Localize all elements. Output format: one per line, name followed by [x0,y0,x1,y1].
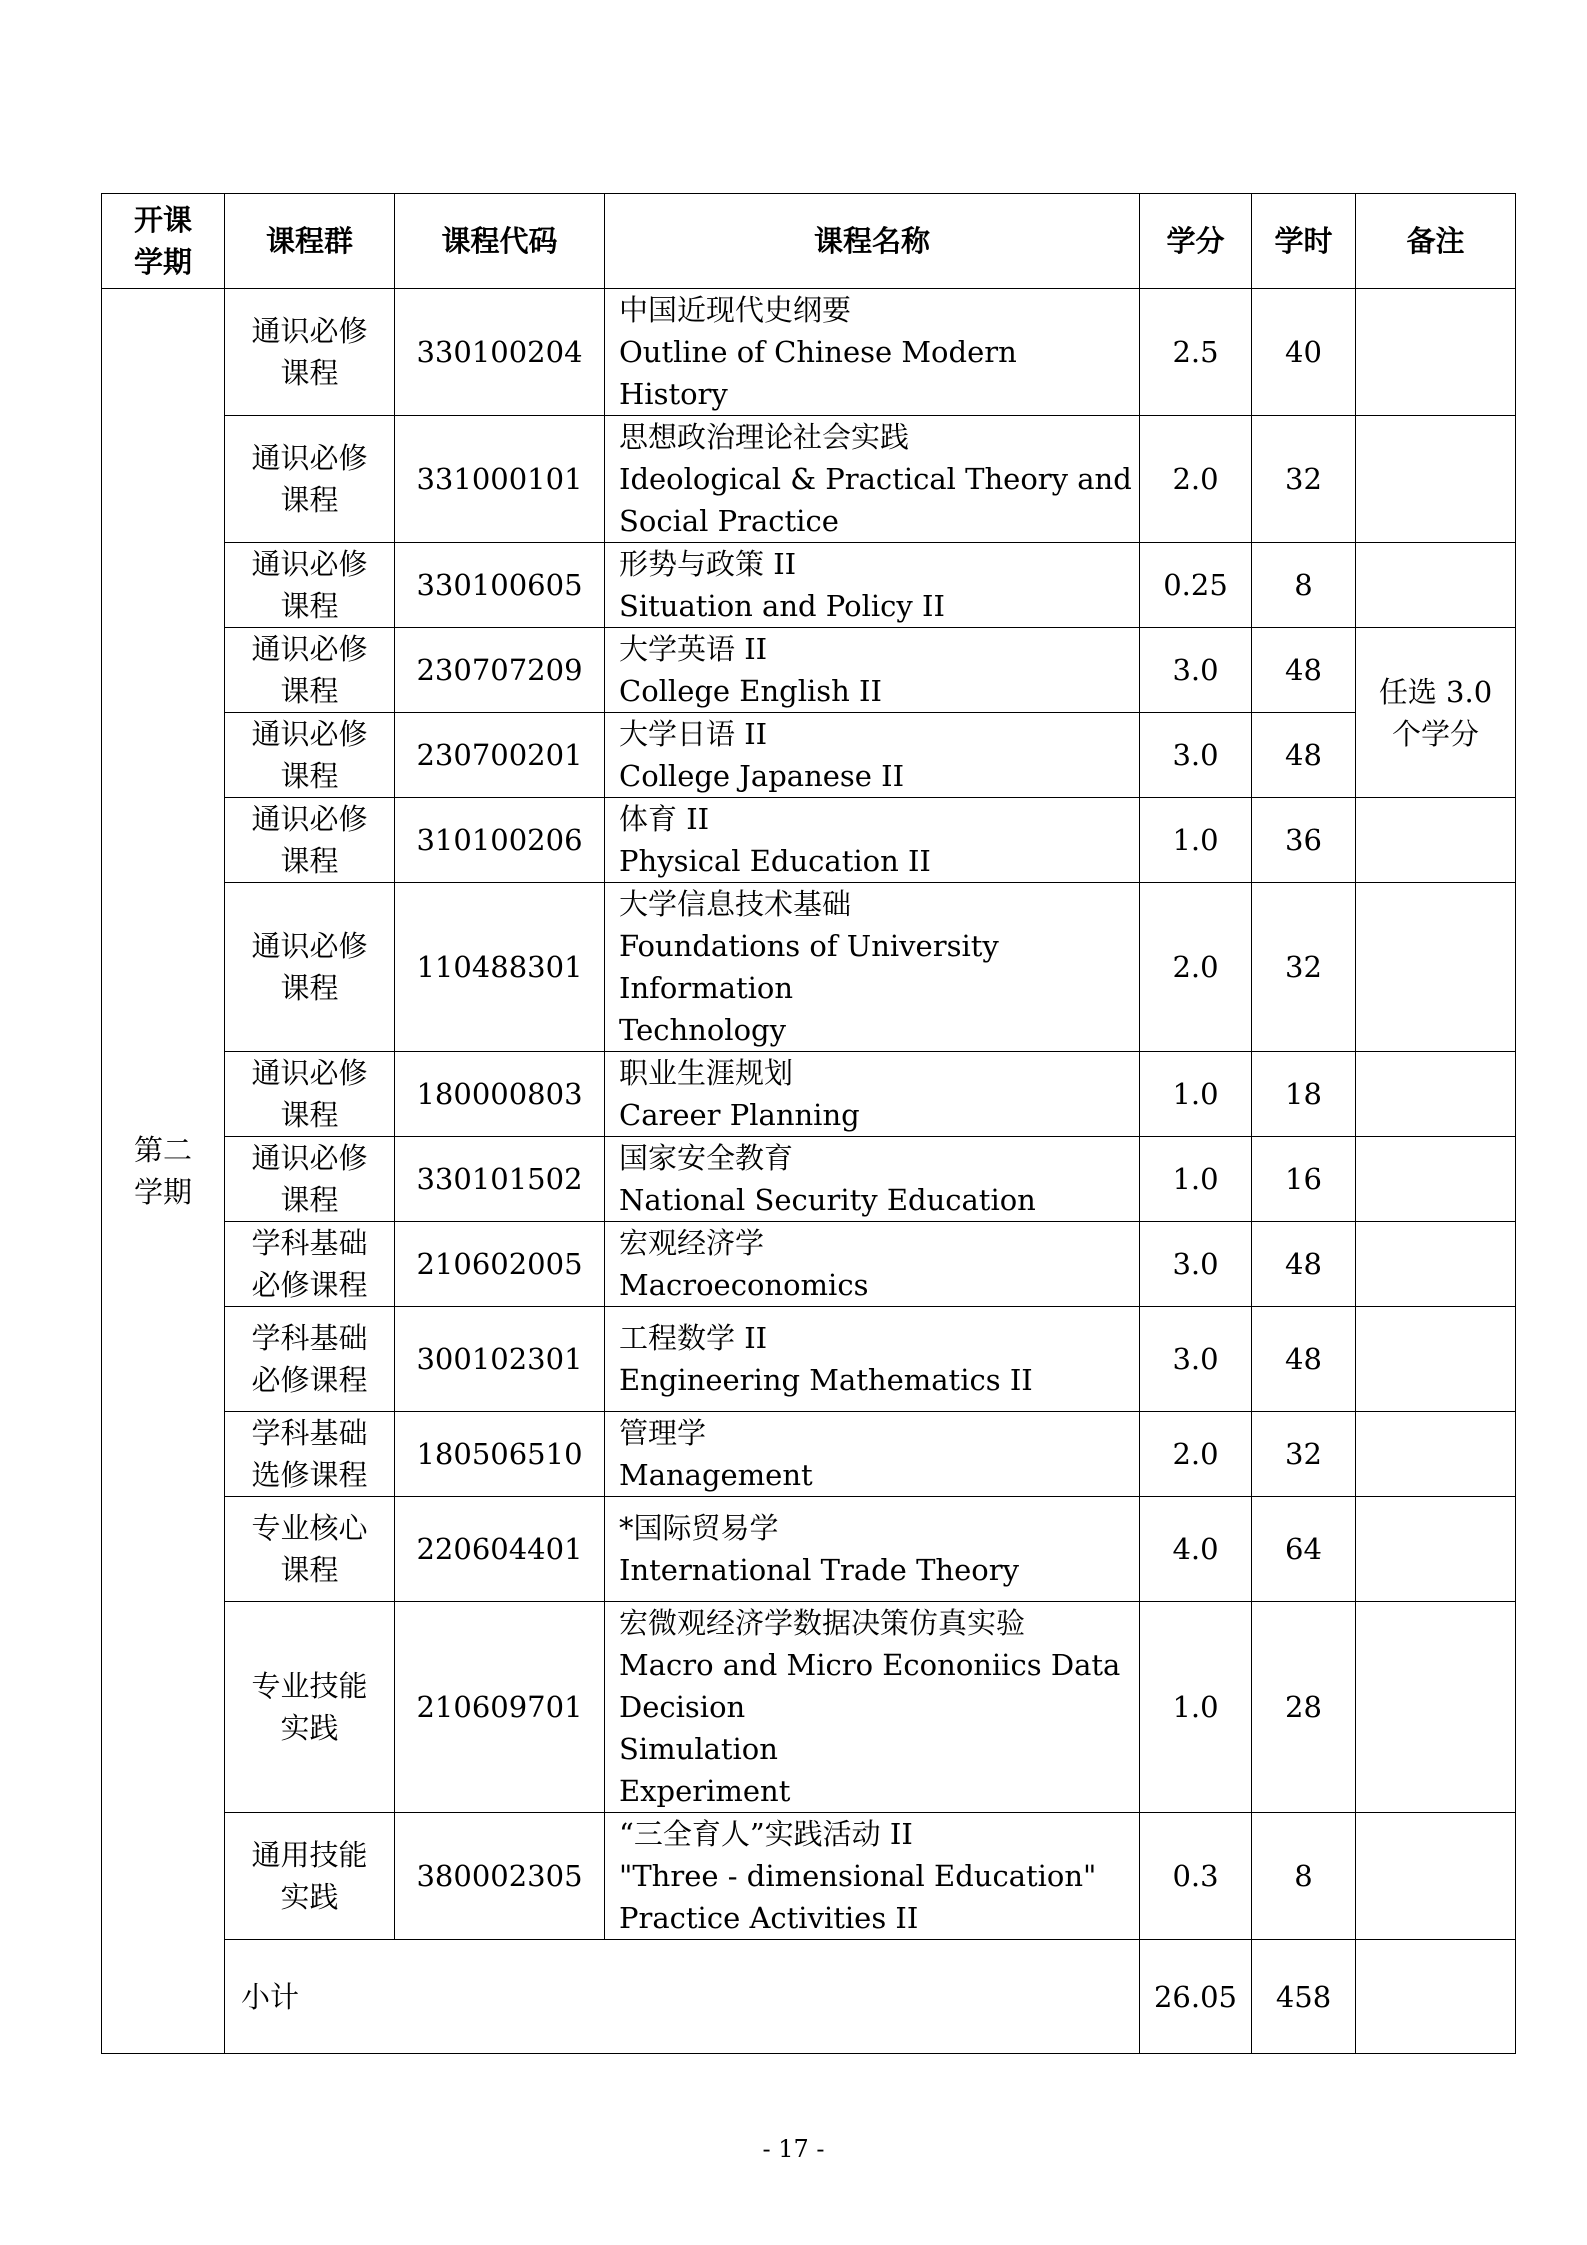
remark-cell [1356,1307,1516,1412]
course-credits: 2.0 [1140,883,1252,1052]
table-row [102,1412,1516,1497]
course-code: 230707209 [395,628,605,713]
course-name: 体育 II Physical Education II [605,798,1140,883]
course-group: 专业技能 实践 [225,1602,395,1813]
remark-cell [1356,289,1516,416]
course-hours: 48 [1252,1222,1356,1307]
semester-cell: 第二 学期 [102,289,225,2054]
remark-cell [1356,1602,1516,1813]
remark-cell [1356,1497,1516,1602]
course-group: 通识必修 课程 [225,798,395,883]
course-hours: 32 [1252,416,1356,543]
course-code: 310100206 [395,798,605,883]
remark-cell [1356,1052,1516,1137]
course-group: 通识必修 课程 [225,628,395,713]
course-group: 通识必修 课程 [225,883,395,1052]
course-code: 330101502 [395,1137,605,1222]
course-code: 180506510 [395,1412,605,1497]
course-hours: 48 [1252,713,1356,798]
remark-cell [1356,1222,1516,1307]
course-name: 工程数学 II Engineering Mathematics II [605,1307,1140,1412]
page-number: - 17 - [762,2135,825,2163]
course-group: 专业核心 课程 [225,1497,395,1602]
course-credits: 3.0 [1140,1222,1252,1307]
remark-cell [1356,1412,1516,1497]
course-code: 230700201 [395,713,605,798]
course-credits: 1.0 [1140,1052,1252,1137]
course-code: 180000803 [395,1052,605,1137]
course-hours: 48 [1252,1307,1356,1412]
course-name: “三全育人”实践活动 II "Three - dimensional Education" Practice Activities II [605,1813,1140,1940]
table-row [102,798,1516,883]
header-remark: 备注 [1356,194,1516,289]
table-row [102,416,1516,543]
course-group: 通识必修 课程 [225,416,395,543]
table-row [102,1222,1516,1307]
header-semester: 开课 学期 [102,194,225,289]
course-credits: 1.0 [1140,1137,1252,1222]
course-credits: 3.0 [1140,628,1252,713]
header-hours: 学时 [1252,194,1356,289]
course-group: 学科基础 必修课程 [225,1222,395,1307]
table-row [102,1307,1516,1412]
course-hours: 32 [1252,1412,1356,1497]
remark-cell [1356,883,1516,1052]
course-name: 思想政治理论社会实践 Ideological & Practical Theory and Social Practice [605,416,1140,543]
course-name: 大学英语 II College English II [605,628,1140,713]
header-code: 课程代码 [395,194,605,289]
table-row [102,1602,1516,1813]
header-row [102,194,1516,289]
subtotal-credits: 26.05 [1140,1940,1252,2054]
course-table [101,193,1516,2054]
remark-cell [1356,416,1516,543]
course-credits: 2.0 [1140,416,1252,543]
course-name: 形势与政策 II Situation and Policy II [605,543,1140,628]
course-credits: 3.0 [1140,713,1252,798]
course-credits: 2.5 [1140,289,1252,416]
course-name: 大学日语 II College Japanese II [605,713,1140,798]
subtotal-row [102,1940,1516,2054]
header-credits: 学分 [1140,194,1252,289]
course-name: *国际贸易学 International Trade Theory [605,1497,1140,1602]
course-credits: 2.0 [1140,1412,1252,1497]
course-credits: 0.25 [1140,543,1252,628]
remark-cell [1356,543,1516,628]
course-code: 331000101 [395,416,605,543]
course-code: 300102301 [395,1307,605,1412]
remark-cell [1356,1137,1516,1222]
course-hours: 28 [1252,1602,1356,1813]
course-code: 380002305 [395,1813,605,1940]
course-credits: 3.0 [1140,1307,1252,1412]
course-credits: 1.0 [1140,1602,1252,1813]
course-hours: 48 [1252,628,1356,713]
course-group: 学科基础 选修课程 [225,1412,395,1497]
course-code: 220604401 [395,1497,605,1602]
course-hours: 8 [1252,1813,1356,1940]
course-group: 通识必修 课程 [225,289,395,416]
course-code: 210602005 [395,1222,605,1307]
course-hours: 64 [1252,1497,1356,1602]
course-group: 通识必修 课程 [225,1052,395,1137]
table-row [102,883,1516,1052]
course-name: 中国近现代史纲要 Outline of Chinese Modern History [605,289,1140,416]
course-credits: 1.0 [1140,798,1252,883]
course-name: 国家安全教育 National Security Education [605,1137,1140,1222]
course-credits: 4.0 [1140,1497,1252,1602]
course-hours: 36 [1252,798,1356,883]
course-hours: 8 [1252,543,1356,628]
table-row [102,1137,1516,1222]
course-hours: 18 [1252,1052,1356,1137]
subtotal-hours: 458 [1252,1940,1356,2054]
table-row [102,713,1516,798]
course-code: 330100605 [395,543,605,628]
table-row [102,1497,1516,1602]
subtotal-label: 小计 [225,1940,1140,2054]
course-hours: 40 [1252,289,1356,416]
course-hours: 16 [1252,1137,1356,1222]
elective-remark: 任选 3.0 个学分 [1356,628,1516,798]
course-group: 通识必修 课程 [225,543,395,628]
course-code: 110488301 [395,883,605,1052]
course-group: 通用技能 实践 [225,1813,395,1940]
course-name: 宏微观经济学数据决策仿真实验 Macro and Micro Econoniics Data Decision Simulation Experiment [605,1602,1140,1813]
course-credits: 0.3 [1140,1813,1252,1940]
course-name: 宏观经济学 Macroeconomics [605,1222,1140,1307]
course-name: 大学信息技术基础 Foundations of University Information Technology [605,883,1140,1052]
course-group: 通识必修 课程 [225,1137,395,1222]
table-row [102,1052,1516,1137]
course-code: 210609701 [395,1602,605,1813]
course-name: 管理学 Management [605,1412,1140,1497]
table-row [102,628,1516,713]
remark-cell [1356,798,1516,883]
course-group: 学科基础 必修课程 [225,1307,395,1412]
course-hours: 32 [1252,883,1356,1052]
header-group: 课程群 [225,194,395,289]
course-code: 330100204 [395,289,605,416]
course-group: 通识必修 课程 [225,713,395,798]
table-row [102,289,1516,416]
table-row [102,1813,1516,1940]
header-name: 课程名称 [605,194,1140,289]
subtotal-remark [1356,1940,1516,2054]
remark-cell [1356,1813,1516,1940]
table-row [102,543,1516,628]
course-name: 职业生涯规划 Career Planning [605,1052,1140,1137]
